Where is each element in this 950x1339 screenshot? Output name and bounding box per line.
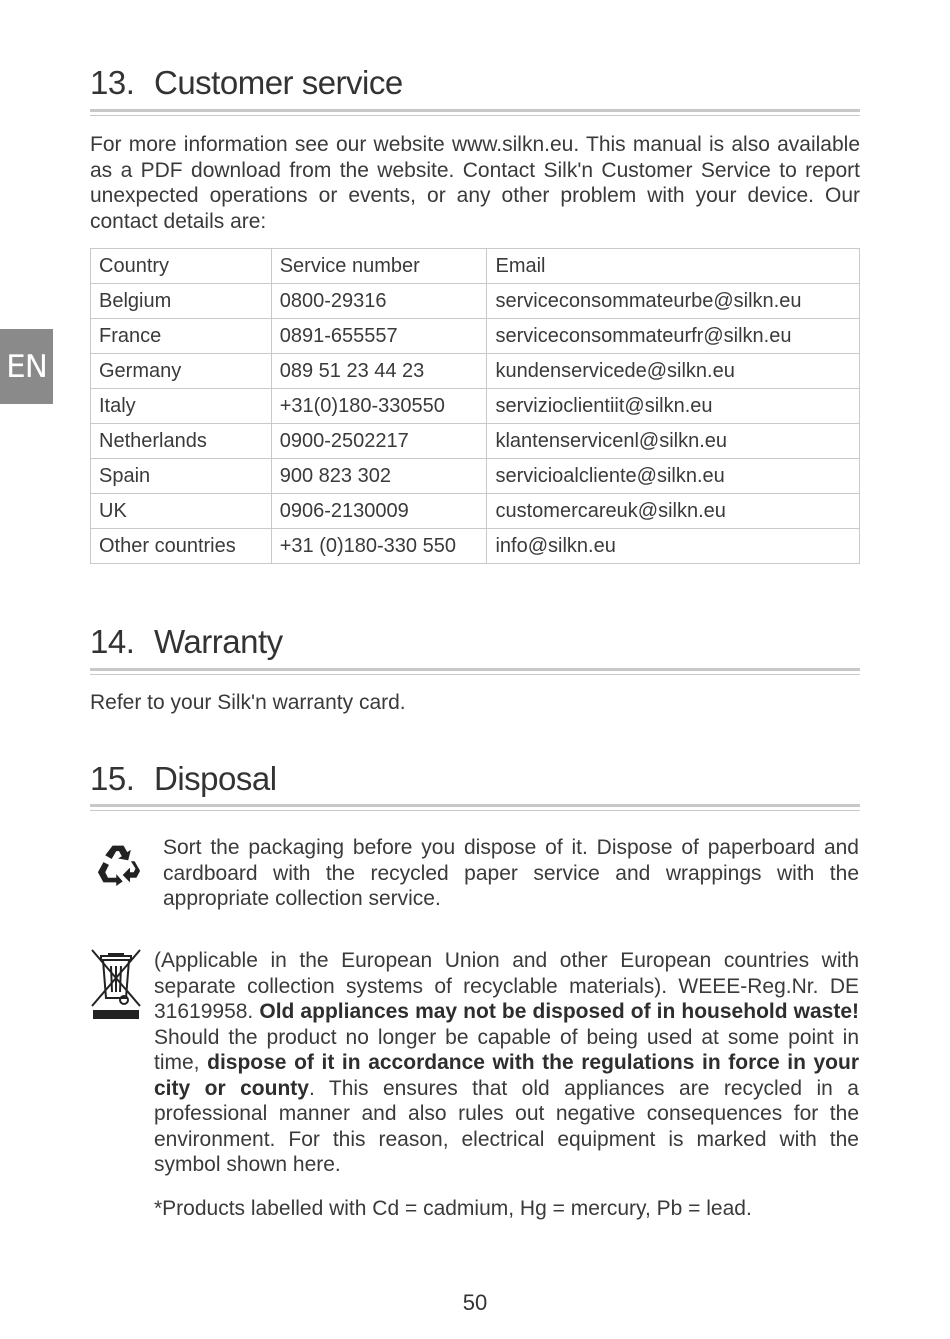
table-row xyxy=(91,354,860,389)
contact-table xyxy=(90,248,860,564)
table-row xyxy=(91,529,860,564)
column-header-country: Country xyxy=(91,249,272,284)
section-number: 14. xyxy=(90,623,135,660)
table-row xyxy=(91,284,860,319)
cell-country: Germany xyxy=(91,354,272,389)
crossed-out-wheelie-bin-icon xyxy=(90,948,142,1022)
hazardous-substances-footnote: *Products labelled with Cd = cadmium, Hg = mercury, Pb = lead. xyxy=(154,1197,752,1220)
cell-country: Netherlands xyxy=(91,424,272,459)
section-title-text: Disposal xyxy=(154,760,277,797)
weee-disposal-text xyxy=(154,948,859,1178)
column-header-email: Email xyxy=(487,249,860,284)
cell-service-number: 089 51 23 44 23 xyxy=(271,354,487,389)
page-number: 50 xyxy=(462,1290,488,1315)
section-number: 13. xyxy=(90,64,135,101)
cell-country: Belgium xyxy=(91,284,272,319)
warranty-text: Refer to your Silk'n warranty card. xyxy=(90,691,406,714)
table-row xyxy=(91,494,860,529)
section-title-text: Customer service xyxy=(154,64,403,101)
section-divider xyxy=(90,668,860,675)
cell-service-number: 0906-2130009 xyxy=(271,494,487,529)
cell-email: customercareuk@silkn.eu xyxy=(487,494,860,529)
cell-country: France xyxy=(91,319,272,354)
section-title-warranty xyxy=(90,623,283,661)
cell-service-number: +31 (0)180-330 550 xyxy=(271,529,487,564)
section-title-customer-service xyxy=(90,64,403,102)
section-number: 15. xyxy=(90,760,135,797)
cell-email: kundenservicede@silkn.eu xyxy=(487,354,860,389)
packaging-disposal-text: Sort the packaging before you dispose of it. Dispose of paperboard and cardboard with the recycled paper service and wrappings with the appropriate collection service. xyxy=(163,836,859,910)
cell-country: Italy xyxy=(91,389,272,424)
cell-email: servizioclientiit@silkn.eu xyxy=(487,389,860,424)
weee-text: (Applicable in the European Union and other European countries with separate collection systems of recyclable materials). WEEE-Reg.Nr. DE 31619958. xyxy=(154,949,859,1023)
section-title-disposal xyxy=(90,760,277,798)
cell-service-number: 900 823 302 xyxy=(271,459,487,494)
cell-email: serviceconsommateurbe@silkn.eu xyxy=(487,284,860,319)
weee-warning: Old appliances may not be disposed of in household waste! xyxy=(259,1000,859,1023)
cell-country: UK xyxy=(91,494,272,529)
cell-email: klantenservicenl@silkn.eu xyxy=(487,424,860,459)
cell-country: Spain xyxy=(91,459,272,494)
table-row xyxy=(91,459,860,494)
cell-email: info@silkn.eu xyxy=(487,529,860,564)
cell-email: serviceconsommateurfr@silkn.eu xyxy=(487,319,860,354)
table-row xyxy=(91,424,860,459)
weee-text: Should the product no longer be capable of being used at some point in time, xyxy=(154,1025,859,1074)
cell-service-number: 0800-29316 xyxy=(271,284,487,319)
cell-service-number: 0900-2502217 xyxy=(271,424,487,459)
language-tab: EN xyxy=(0,329,53,404)
table-row xyxy=(91,389,860,424)
customer-service-intro: For more information see our website www.silkn.eu. This manual is also available as a PDF download from the website. Contact Silk'n Customer Service to report unexpected operations or events, or any other problem with your device. Our contact details are: xyxy=(90,133,860,233)
section-title-text: Warranty xyxy=(154,623,283,660)
table-header-row xyxy=(91,249,860,284)
cell-country: Other countries xyxy=(91,529,272,564)
cell-service-number: 0891-655557 xyxy=(271,319,487,354)
weee-instruction: dispose of it in accordance with the regulations in force in your city or county xyxy=(154,1051,860,1100)
column-header-service-number: Service number xyxy=(271,249,487,284)
section-divider xyxy=(90,109,860,116)
recycle-icon xyxy=(96,842,142,886)
table-row xyxy=(91,319,860,354)
cell-email: servicioalcliente@silkn.eu xyxy=(487,459,860,494)
weee-text: . This ensures that old appliances are recycled in a professional manner and also rules out negative consequences for the environment. For this reason, electrical equipment is marked with the symbol shown here. xyxy=(154,1076,859,1176)
section-divider xyxy=(90,804,860,811)
cell-service-number: +31(0)180-330550 xyxy=(271,389,487,424)
